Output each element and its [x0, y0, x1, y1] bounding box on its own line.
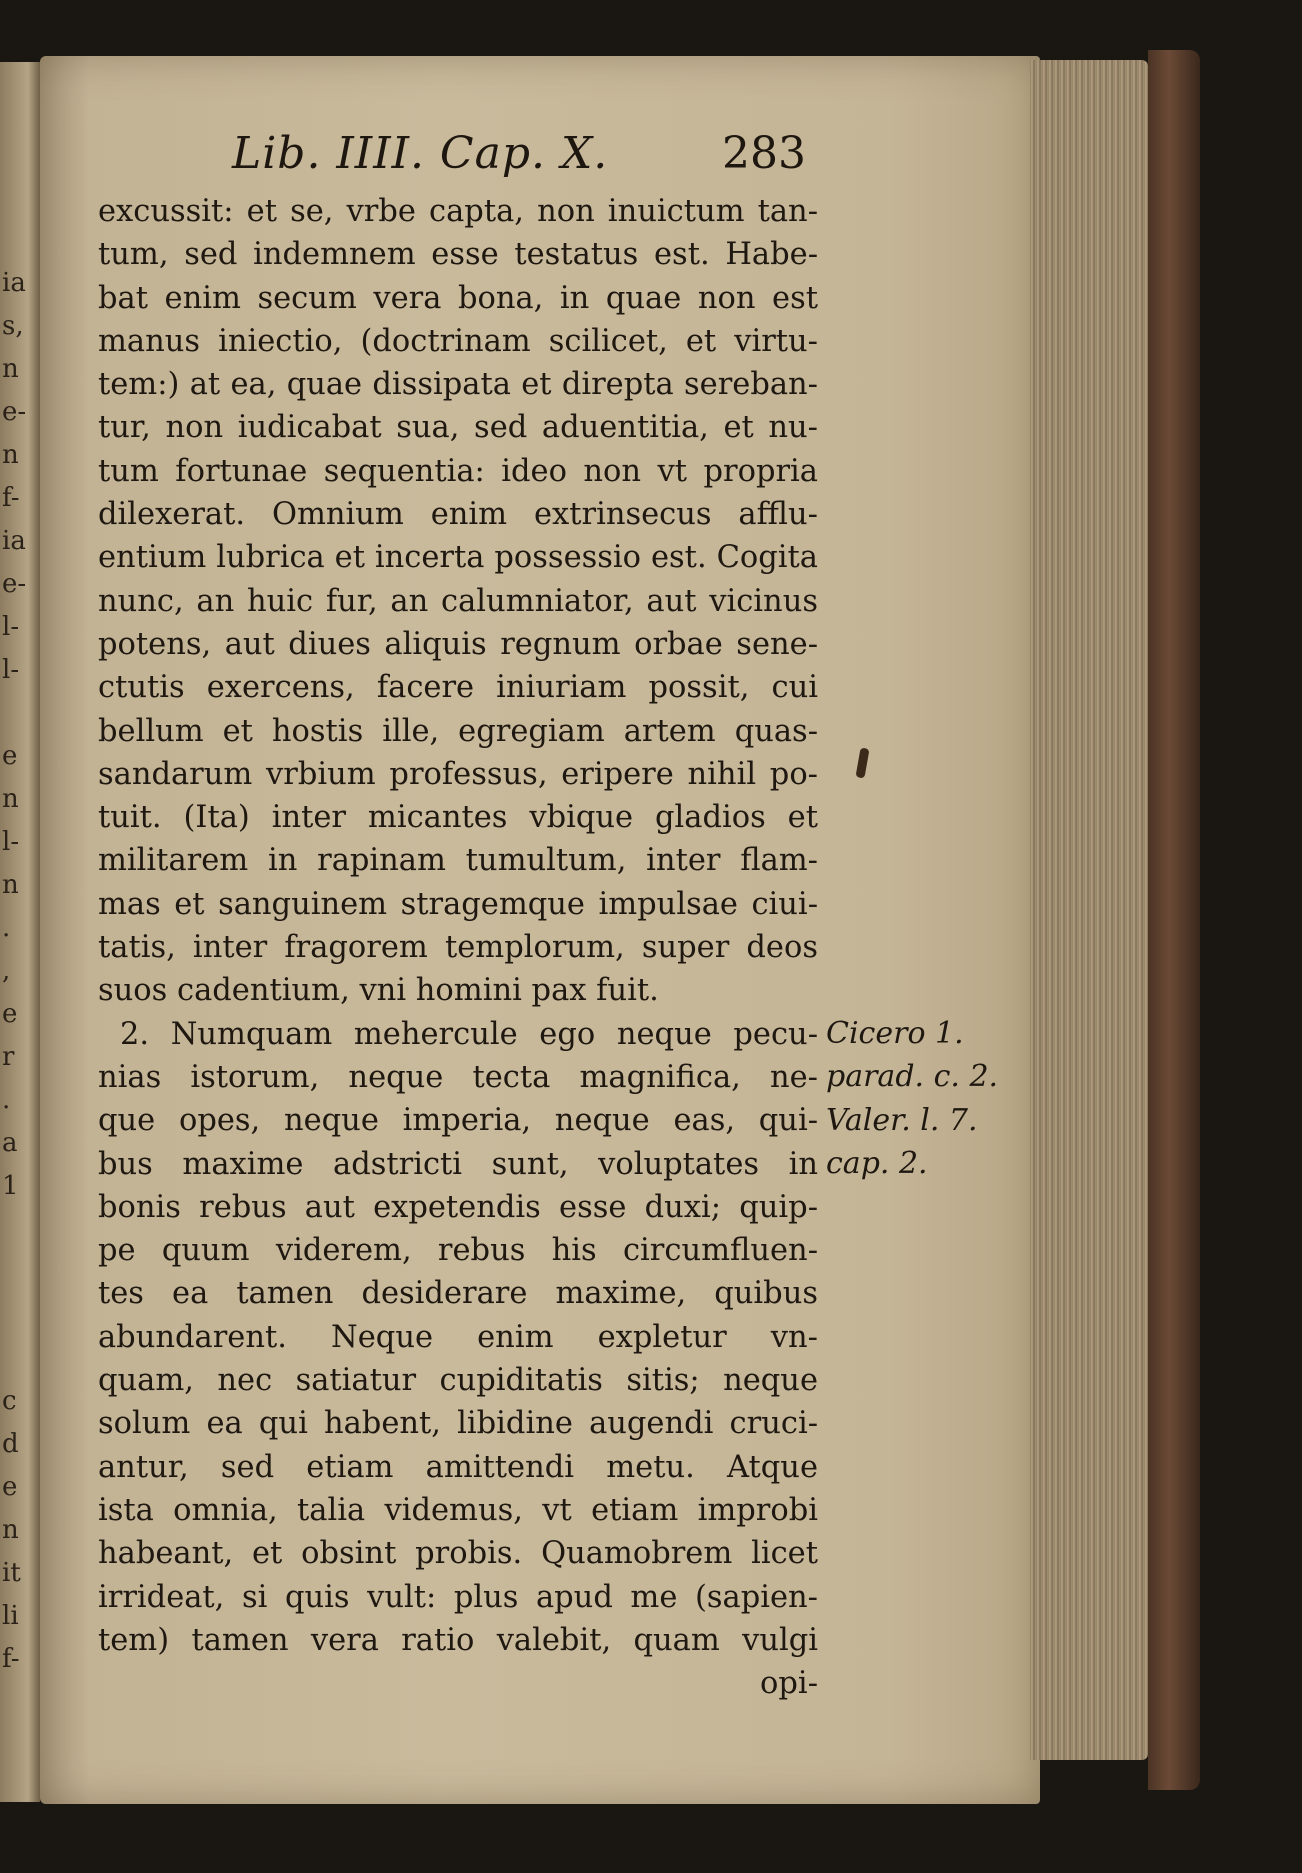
- margin-notes: [826, 1012, 1006, 1185]
- left-edge-fragment: e-: [2, 397, 27, 427]
- page-block-edges: [1030, 60, 1148, 1760]
- text-line: entium lubrica et incerta possessio est. Cogita: [98, 540, 818, 576]
- left-edge-fragment: [2, 1208, 40, 1251]
- left-edge-fragment: e-: [2, 569, 27, 599]
- text-line: dilexerat. Omnium enim extrinsecus afflu-: [98, 497, 818, 533]
- text-line: suos cadentium, vni homini pax fuit.: [98, 973, 659, 1009]
- margin-note: Valer. l. 7.: [826, 1102, 978, 1138]
- text-line: potens, aut diues aliquis regnum orbae sene-: [98, 626, 818, 662]
- text-line: militarem in rapinam tumultum, inter flam-: [98, 843, 818, 879]
- left-edge-fragment: [2, 1251, 40, 1294]
- left-edge-fragment: e: [2, 741, 18, 771]
- page-number: 283: [722, 128, 806, 179]
- text-line: antur, sed etiam amittendi metu. Atque: [98, 1449, 818, 1485]
- text-line: tem:) at ea, quae dissipata et direpta sereban-: [98, 367, 818, 403]
- text-line: bellum et hostis ille, egregiam artem quas-: [98, 713, 818, 749]
- left-edge-fragment: l-: [2, 827, 20, 857]
- left-edge-fragment: r: [2, 1042, 15, 1072]
- text-line: tuit. (Ita) inter micantes vbique gladios et: [98, 800, 818, 836]
- text-line: sandarum vrbium professus, eripere nihil po-: [98, 756, 818, 792]
- text-line: bus maxime adstricti sunt, voluptates in: [98, 1146, 818, 1182]
- left-edge-fragment: ia: [2, 526, 26, 556]
- text-line: tatis, inter fragorem templorum, super deos: [98, 930, 818, 966]
- main-text-block: [98, 190, 818, 1705]
- left-edge-fragment: [2, 1337, 40, 1380]
- left-edge-fragment: it: [2, 1558, 21, 1588]
- left-edge-fragment: .: [2, 913, 11, 943]
- left-facing-page-edge: [0, 62, 40, 1802]
- text-line: solum ea qui habent, libidine augendi cruci-: [98, 1406, 818, 1442]
- page-header: [0, 128, 1302, 188]
- text-line: tem) tamen vera ratio valebit, quam vulgi: [98, 1622, 818, 1658]
- left-edge-fragment: 1: [2, 1171, 19, 1201]
- text-line: nunc, an huic fur, an calumniator, aut vicinus: [98, 583, 818, 619]
- text-line: manus iniectio, (doctrinam scilicet, et virtu-: [98, 323, 818, 359]
- left-page-edge-text: [2, 262, 40, 1681]
- text-line: opi-: [760, 1666, 818, 1702]
- left-edge-fragment: s,: [2, 311, 24, 341]
- left-edge-fragment: c: [2, 1386, 17, 1416]
- left-edge-fragment: .: [2, 1085, 11, 1115]
- left-edge-fragment: n: [2, 440, 19, 470]
- left-edge-fragment: l-: [2, 655, 20, 685]
- text-line: tur, non iudicabat sua, sed aduentitia, et nu-: [98, 410, 818, 446]
- left-edge-fragment: n: [2, 354, 19, 384]
- text-line: irrideat, si quis vult: plus apud me (sapien-: [98, 1579, 818, 1615]
- left-edge-fragment: n: [2, 784, 19, 814]
- text-line: 2. Numquam mehercule ego neque pecu-: [120, 1016, 818, 1052]
- text-line: bat enim secum vera bona, in quae non est: [98, 280, 818, 316]
- margin-note: cap. 2.: [826, 1145, 928, 1181]
- left-edge-fragment: e: [2, 999, 18, 1029]
- text-line: tum fortunae sequentia: ideo non vt propria: [98, 453, 818, 489]
- margin-note: parad. c. 2.: [826, 1059, 999, 1095]
- left-edge-fragment: ia: [2, 268, 26, 298]
- left-edge-fragment: ,: [2, 956, 11, 986]
- text-line: ista omnia, talia videmus, vt etiam improbi: [98, 1492, 818, 1528]
- text-line: quam, nec satiatur cupiditatis sitis; neque: [98, 1363, 818, 1399]
- left-edge-fragment: n: [2, 1515, 19, 1545]
- text-line: tes ea tamen desiderare maxime, quibus: [98, 1276, 818, 1312]
- left-edge-fragment: n: [2, 870, 19, 900]
- text-line: abundarent. Neque enim expletur vn-: [98, 1319, 818, 1355]
- left-edge-fragment: f-: [2, 483, 20, 513]
- text-line: bonis rebus aut expetendis esse duxi; quip-: [98, 1189, 818, 1225]
- text-line: tum, sed indemnem esse testatus est. Habe-: [98, 237, 818, 273]
- text-line: pe quum viderem, rebus his circumfluen-: [98, 1233, 818, 1269]
- text-line: que opes, neque imperia, neque eas, qui-: [98, 1103, 818, 1139]
- text-line: excussit: et se, vrbe capta, non inuictum tan-: [98, 194, 818, 229]
- text-line: habeant, et obsint probis. Quamobrem licet: [98, 1536, 818, 1572]
- margin-note: Cicero 1.: [826, 1016, 964, 1051]
- left-edge-fragment: a: [2, 1128, 18, 1158]
- book-cover-edge: [1148, 50, 1200, 1790]
- left-edge-fragment: l-: [2, 612, 20, 642]
- left-edge-fragment: [2, 1294, 40, 1337]
- text-line: ctutis exercens, facere iniuriam possit, cui: [98, 670, 818, 706]
- left-edge-fragment: [2, 692, 40, 735]
- left-edge-fragment: d: [2, 1429, 19, 1459]
- left-edge-fragment: f-: [2, 1644, 20, 1674]
- text-line: nias istorum, neque tecta magnifica, ne-: [98, 1059, 818, 1095]
- text-line: mas et sanguinem stragemque impulsae ciui-: [98, 886, 818, 922]
- left-edge-fragment: li: [2, 1601, 19, 1631]
- running-title: Lib. IIII. Cap. X.: [232, 128, 609, 179]
- left-edge-fragment: e: [2, 1472, 18, 1502]
